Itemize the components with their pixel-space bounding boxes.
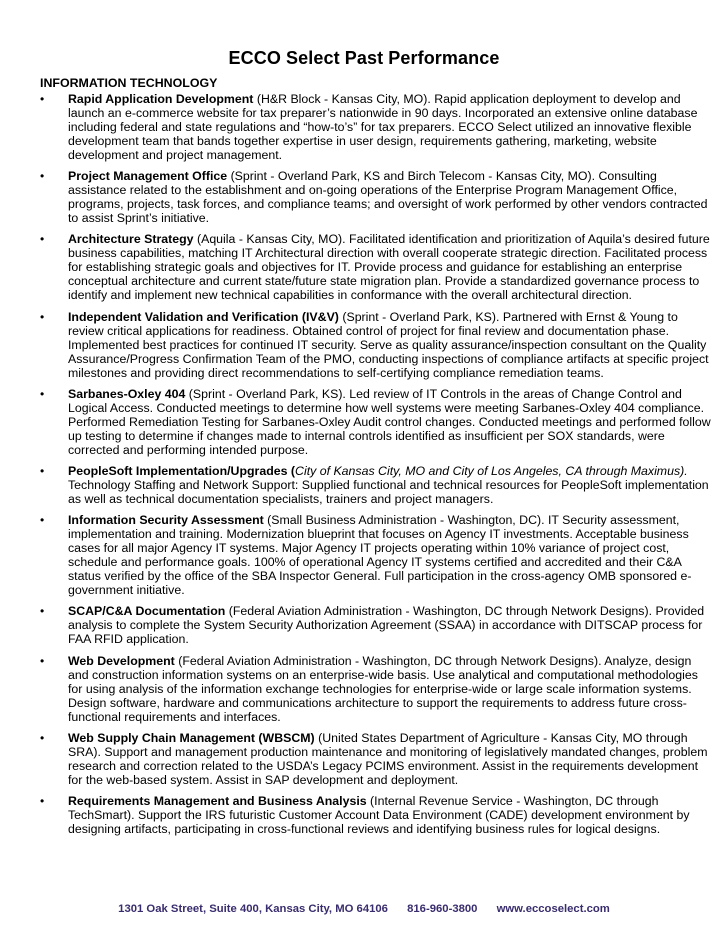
performance-list	[40, 92, 714, 843]
item-heading: PeopleSoft Implementation/Upgrades	[68, 463, 288, 478]
item-text: (Sprint - Overland Park, KS). Partnered with Ernst & Young to review critical applications for readiness. Obtained control of project for final review and documentation phase. Implemented best practices for continued IT security. Serve as quality assurance/inspection consultant on the Quality Assurance/Progress Confirmation Team of the PMO, conducting inspections of compliance artifacts at specific project milestones and providing direct recommendations to self-certifying compliance remediation teams.	[68, 309, 709, 380]
list-item	[40, 232, 714, 302]
item-text: (Sprint - Overland Park, KS and Birch Telecom - Kansas City, MO). Consulting assistance related to the establishment and on-going operations of the Enterprise Program Management Office, programs, projects, task forces, and compliance teams; and oversight of work performed by other vendors contracted to assist Sprint’s initiative.	[68, 169, 708, 226]
list-item	[40, 513, 714, 597]
item-heading: SCAP/C&A Documentation	[68, 604, 226, 619]
list-item	[40, 654, 714, 724]
bullet-icon: •	[40, 604, 45, 619]
item-heading: Web Supply Chain Management (WBSCM)	[68, 730, 315, 745]
item-heading: Requirements Management and Business Analysis	[68, 793, 367, 808]
list-item	[40, 731, 714, 787]
item-text: (Internal Revenue Service - Washington, DC through TechSmart). Support the IRS futuristic Customer Account Data Environment (CADE) development environment by designing artifacts, participating in cross-functional reviews and identifying business rules for logical designs.	[68, 793, 690, 836]
item-text: (H&R Block - Kansas City, MO). Rapid application deployment to develop and launch an e-commerce website for tax preparer’s nationwide in 90 days. Incorporated an extensive online database including federal and state regulations and “how-to’s” for tax preparers. ECCO Select utilized an innovative flexible development team that bands together expertise in user design, requirements gathering, marketing, website development and project management.	[68, 92, 698, 162]
page-footer	[0, 903, 728, 915]
bullet-icon: •	[40, 513, 45, 528]
item-open-paren: (	[287, 463, 296, 478]
bullet-icon: •	[40, 92, 45, 106]
list-item	[40, 794, 714, 836]
item-text: (Federal Aviation Administration - Washington, DC through Network Designs). Provided analysis to complete the System Security Authorization Agreement (SSAA) in accordance with DITSCAP process for FAA RFID application.	[68, 604, 705, 647]
page-title: ECCO Select Past Performance	[228, 48, 500, 68]
item-heading: Rapid Application Development	[68, 92, 254, 106]
list-item	[40, 387, 714, 457]
list-item	[40, 604, 714, 646]
bullet-icon: •	[40, 463, 45, 478]
bullet-icon: •	[40, 730, 45, 745]
footer-address: 1301 Oak Street, Suite 400, Kansas City, MO 64106	[118, 903, 388, 915]
item-text: Technology Staffing and Network Support: Supplied functional and technical resources for PeopleSoft implementation as well as technical documentation specialists, trainers and project managers.	[68, 477, 709, 506]
footer-phone: 816-960-3800	[407, 903, 478, 915]
list-item	[40, 169, 714, 225]
bullet-icon: •	[40, 653, 45, 668]
item-text: (Small Business Administration - Washington, DC). IT Security assessment, implementation and training. Modernization blueprint that focuses on Agency IT investments. Acceptable business cases for all major Agency IT systems. Major Agency IT projects operating within 10% variance of project cost, schedule and performance goals. 100% of operational Agency IT systems certified and accredited and their C&A status verified by the office of the SBA Inspector General. Full participation in the cross-agency OMB sponsored e-government initiative.	[68, 513, 692, 598]
bullet-icon: •	[40, 232, 45, 247]
bullet-icon: •	[40, 793, 45, 808]
item-italic-text: City of Kansas City, MO and City of Los Angeles, CA through Maximus).	[295, 463, 688, 478]
list-item	[40, 464, 714, 506]
section-heading: INFORMATION TECHNOLOGY	[40, 76, 218, 90]
list-item	[40, 310, 714, 380]
item-text: (Aquila - Kansas City, MO). Facilitated identification and prioritization of Aquila’s desired future business capabilities, matching IT Architectural direction with overall cooperate strategic direction. Facilitated process for establishing strategic goals and objectives for IT. Provide process and guidance for establishing an enterprise conceptual architecture and current state/future state migration plan. Provide a standardized governance process to identify and implement new technical capabilities in conformance with the overall architectural direction.	[68, 232, 710, 303]
footer-website[interactable]: www.eccoselect.com	[496, 903, 610, 915]
item-heading: Information Security Assessment	[68, 513, 264, 528]
item-heading: Sarbanes-Oxley 404	[68, 386, 186, 401]
item-text: (United States Department of Agriculture - Kansas City, MO through SRA). Support and management production maintenance and monitoring of legislatively mandated changes, problem research and correction related to the USDA’s Legacy PCIMS environment. Assist in the requirements development for the web-based system. Assist in SAP development and deployment.	[68, 730, 708, 787]
bullet-icon: •	[40, 169, 45, 184]
list-item	[40, 92, 714, 162]
bullet-icon: •	[40, 386, 45, 401]
item-text: (Sprint - Overland Park, KS). Led review of IT Controls in the areas of Change Control and Logical Access. Conducted meetings to determine how well systems were meeting Sarbanes-Oxley 404 compliance. Performed Remediation Testing for Sarbanes-Oxley Audit control changes. Conducted meetings and performed follow up testing to determine if changes made to internal controls identified as insufficient per SOX standards, were corrected and performing intended purpose.	[68, 386, 711, 457]
item-heading: Project Management Office	[68, 169, 228, 184]
item-text: (Federal Aviation Administration - Washington, DC through Network Designs). Analyze, design and construction information systems on an enterprise-wide basis. Use analytical and computational methodologies for using analysis of the information exchange technologies for enterprise-wide or large scale information systems. Design software, hardware and communications architecture to support the requirements to address future cross-functional requirements and interfaces.	[68, 653, 698, 724]
item-heading: Independent Validation and Verification (IV&V)	[68, 309, 339, 324]
item-heading: Web Development	[68, 653, 175, 668]
bullet-icon: •	[40, 309, 45, 324]
item-heading: Architecture Strategy	[68, 232, 194, 247]
